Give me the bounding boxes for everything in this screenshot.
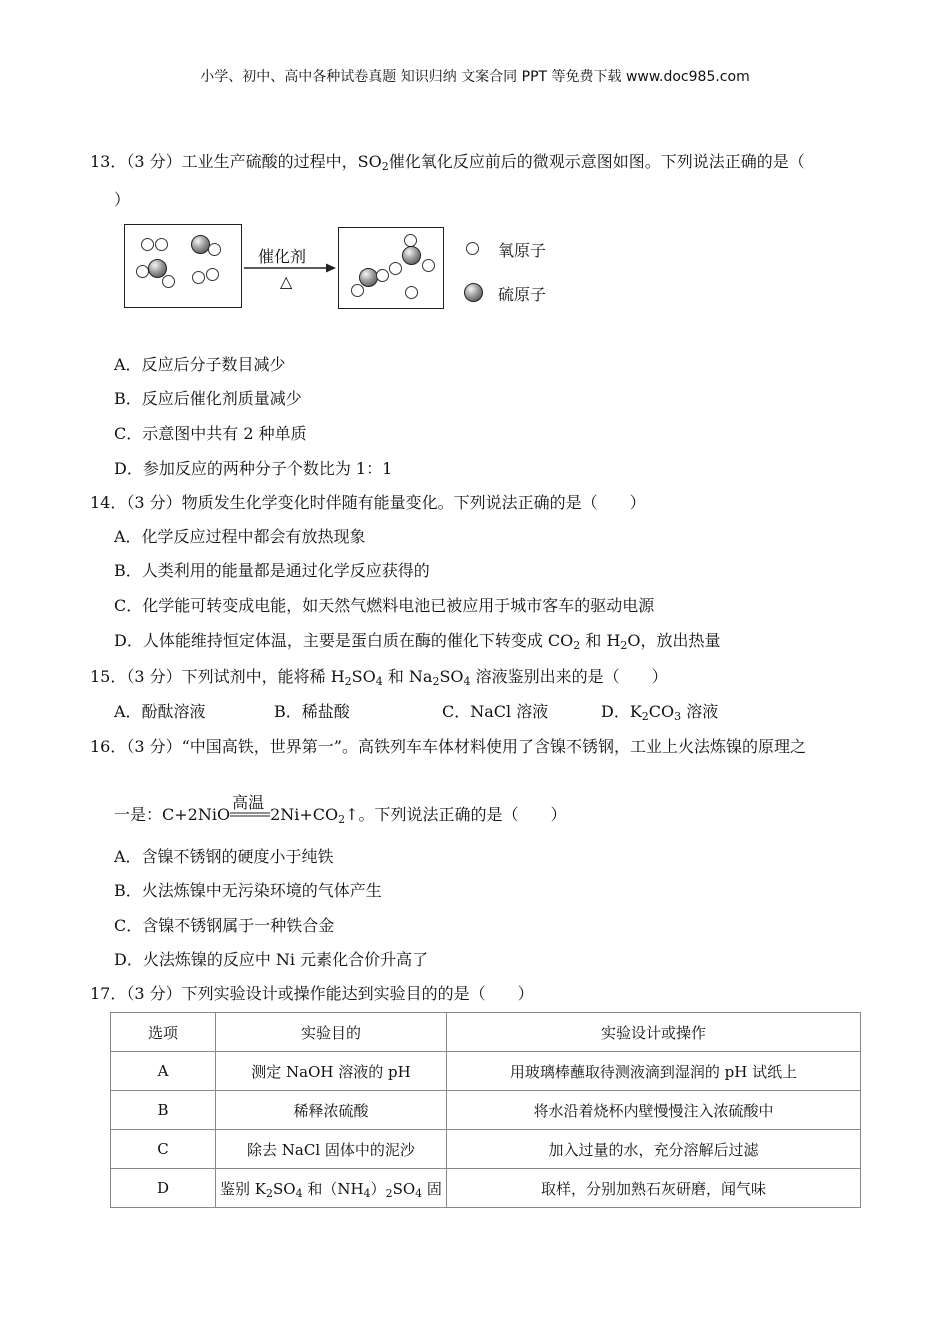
table-header-row	[111, 1013, 861, 1052]
q15-stem: 15．（3 分）下列试剂中，能将稀 $H_2SO_4$ 和 $Na_2SO_4$ 溶液鉴别出来的是（ ）	[90, 667, 668, 688]
page-header: 小学、初中、高中各种试卷真题 知识归纳 文案合同 PPT 等免费下载 www.doc985.com	[200, 69, 750, 85]
q16-option-b[interactable]: B．火法炼镍中无污染环境的气体产生	[114, 881, 382, 900]
before-box	[124, 224, 242, 308]
oxygen-atom	[162, 275, 175, 288]
row-option: C	[111, 1130, 216, 1169]
row-operation: 用玻璃棒蘸取待测液滴到湿润的 pH 试纸上	[446, 1052, 860, 1091]
oxygen-atom	[376, 269, 389, 282]
table-row[interactable]	[111, 1169, 861, 1208]
row-operation: 取样，分别加熟石灰研磨，闻气味	[446, 1169, 860, 1208]
sulfur-atom	[359, 268, 378, 287]
legend-oxygen-label: 氧原子	[498, 241, 547, 260]
row-operation: 加入过量的水，充分溶解后过滤	[446, 1130, 860, 1169]
sulfur-atom	[402, 246, 421, 265]
q13-stem-close: ）	[114, 190, 131, 209]
sulfur-atom	[191, 235, 210, 254]
oxygen-atom	[208, 243, 221, 256]
row-option: A	[111, 1052, 216, 1091]
oxygen-atom	[389, 262, 402, 275]
header-operation: 实验设计或操作	[446, 1013, 860, 1052]
table-row[interactable]	[111, 1091, 861, 1130]
row-option: B	[111, 1091, 216, 1130]
q15-option-b[interactable]: B．稀盐酸	[274, 702, 350, 721]
experiment-table	[110, 1012, 861, 1208]
q13-option-d[interactable]: D．参加反应的两种分子个数比为 1：1	[114, 459, 393, 478]
oxygen-atom	[155, 238, 168, 251]
q16-option-a[interactable]: A．含镍不锈钢的硬度小于纯铁	[114, 847, 334, 866]
q14-option-a[interactable]: A．化学反应过程中都会有放热现象	[114, 527, 366, 546]
oxygen-atom	[405, 286, 418, 299]
q13-option-a[interactable]: A．反应后分子数目减少	[114, 355, 286, 374]
reaction-condition: 高温	[232, 792, 265, 812]
legend-oxygen-icon	[466, 242, 479, 255]
row-purpose: 稀释浓硫酸	[216, 1091, 447, 1130]
oxygen-atom	[141, 238, 154, 251]
row-option: D	[111, 1169, 216, 1208]
q15-option-a[interactable]: A．酚酞溶液	[114, 702, 206, 721]
q14-option-c[interactable]: C．化学能可转变成电能，如天然气燃料电池已被应用于城市客车的驱动电源	[114, 596, 655, 615]
q14-stem: 14．（3 分）物质发生化学变化时伴随有能量变化。下列说法正确的是（ ）	[90, 493, 646, 512]
q16-option-c[interactable]: C．含镍不锈钢属于一种铁合金	[114, 916, 335, 935]
oxygen-atom	[351, 284, 364, 297]
legend-sulfur-icon	[464, 283, 483, 302]
q13-option-b[interactable]: B．反应后催化剂质量减少	[114, 389, 302, 408]
q17-stem: 17．（3 分）下列实验设计或操作能达到实验目的的是（ ）	[90, 984, 534, 1003]
q13-option-c[interactable]: C．示意图中共有 2 种单质	[114, 424, 307, 443]
legend-sulfur-label: 硫原子	[498, 285, 547, 304]
row-purpose: 鉴别 $K_2SO_4$ 和$(NH_4)_2SO_4$ 固	[216, 1169, 447, 1208]
q14-option-b[interactable]: B．人类利用的能量都是通过化学反应获得的	[114, 561, 430, 580]
row-operation: 将水沿着烧杯内壁慢慢注入浓硫酸中	[446, 1091, 860, 1130]
q16-equation: 一是：C+2NiO 高温 $2Ni+CO_2↑$。下列说法正确的是（ ）	[114, 792, 567, 826]
q15-option-c[interactable]: C．NaCl 溶液	[442, 702, 549, 721]
oxygen-atom	[206, 268, 219, 281]
oxygen-atom	[192, 271, 205, 284]
table-row[interactable]	[111, 1130, 861, 1169]
after-box	[338, 227, 444, 309]
q15-option-d[interactable]: D．$K_2CO_3$ 溶液	[601, 702, 719, 723]
catalyst-label: 催化剂	[258, 247, 307, 266]
q14-option-d[interactable]: D．人体能维持恒定体温，主要是蛋白质在酶的催化下转变成 $CO_2$ 和 $H_2O$，放出热量	[114, 631, 721, 652]
header-option: 选项	[111, 1013, 216, 1052]
q16-stem-line1: 16．（3 分）“中国高铁，世界第一”。高铁列车车体材料使用了含镍不锈钢，工业上火法炼镍的原理之	[90, 737, 806, 756]
row-purpose: 除去 NaCl 固体中的泥沙	[216, 1130, 447, 1169]
q13-stem: 13．（3 分）工业生产硫酸的过程中，$SO_2$催化氧化反应前后的微观示意图如图。下列说法正确的是（	[90, 152, 805, 173]
header-purpose: 实验目的	[216, 1013, 447, 1052]
heat-symbol: △	[280, 272, 293, 291]
q16-option-d[interactable]: D．火法炼镍的反应中 Ni 元素化合价升高了	[114, 950, 429, 969]
oxygen-atom	[422, 259, 435, 272]
table-row[interactable]	[111, 1052, 861, 1091]
row-purpose: 测定 NaOH 溶液的 pH	[216, 1052, 447, 1091]
